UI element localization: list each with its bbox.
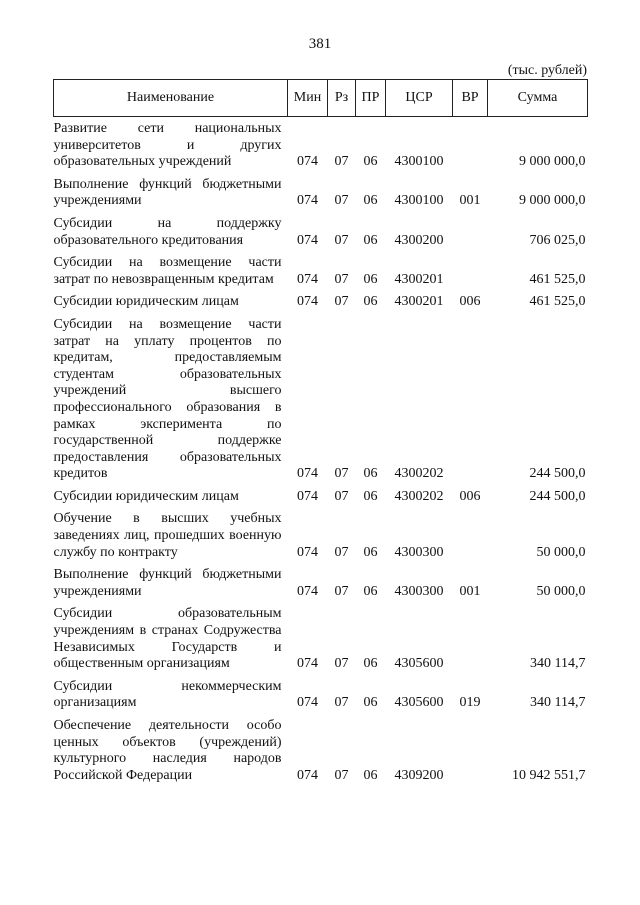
- row-sum: 461 525,0: [529, 294, 586, 310]
- row-name: Субсидии юридическим лицам: [53, 488, 239, 504]
- row-rz: 07: [334, 193, 349, 209]
- row-pr: 06: [363, 294, 378, 310]
- row-rz: 07: [334, 154, 349, 170]
- row-rz: 07: [334, 695, 349, 711]
- row-min: 074: [297, 583, 318, 599]
- row-csr: 4300202: [394, 466, 444, 482]
- row-rz: 07: [334, 271, 349, 287]
- header-name: Наименование: [54, 80, 288, 117]
- row-min: 074: [297, 695, 318, 711]
- row-rz: 07: [334, 488, 349, 504]
- row-vr: 006: [459, 294, 481, 310]
- row-min: 074: [297, 154, 318, 170]
- table-row: [54, 251, 588, 290]
- row-pr: 06: [363, 488, 378, 504]
- table-row: [54, 212, 588, 251]
- row-rz: 07: [334, 232, 349, 248]
- row-sum: 50 000,0: [536, 583, 586, 599]
- row-rz: 07: [334, 656, 349, 672]
- row-sum: 340 114,7: [530, 695, 586, 711]
- row-min: 074: [297, 466, 318, 482]
- row-vr: [453, 714, 488, 786]
- row-pr: 06: [363, 271, 378, 287]
- row-rz: 07: [334, 583, 349, 599]
- row-vr: 006: [459, 488, 481, 504]
- row-csr: 4305600: [394, 695, 444, 711]
- row-name: Субсидии на возмещение части затрат по невозвращенным кредитам: [53, 255, 282, 287]
- row-min: 074: [297, 193, 318, 209]
- row-name: Субсидии на возмещение части затрат на уплату процентов по кредитам, предоставляемым студентам образовательных учреждений высшего профессионального образования в рамках эксперимента по государственной поддержке предоставления образовательных кредитов: [53, 316, 282, 482]
- row-rz: 07: [334, 767, 349, 783]
- header-pr: ПР: [356, 80, 386, 117]
- row-sum: 244 500,0: [529, 466, 586, 482]
- row-min: 074: [297, 294, 318, 310]
- table-row: [54, 290, 588, 313]
- row-sum: 706 025,0: [529, 232, 586, 248]
- row-rz: 07: [334, 294, 349, 310]
- row-csr: 4300300: [394, 544, 444, 560]
- row-csr: 4300201: [394, 294, 444, 310]
- table-row: [54, 714, 588, 786]
- row-sum: 9 000 000,0: [519, 154, 586, 170]
- row-csr: 4305600: [394, 656, 444, 672]
- row-name: Выполнение функций бюджетными учреждениями: [53, 567, 282, 599]
- row-csr: 4300202: [394, 488, 444, 504]
- row-csr: 4300300: [394, 583, 444, 599]
- page-number: 381: [308, 36, 332, 52]
- row-vr: [453, 117, 488, 173]
- row-pr: 06: [363, 544, 378, 560]
- row-min: 074: [297, 767, 318, 783]
- table-row: [54, 602, 588, 674]
- row-min: 074: [297, 544, 318, 560]
- row-pr: 06: [363, 656, 378, 672]
- table-row: [54, 507, 588, 563]
- table-header-row: [54, 80, 588, 117]
- table-row: [54, 173, 588, 212]
- row-csr: 4300201: [394, 271, 444, 287]
- row-pr: 06: [363, 466, 378, 482]
- row-vr: 019: [459, 695, 481, 711]
- row-sum: 340 114,7: [530, 656, 586, 672]
- row-vr: 001: [459, 583, 481, 599]
- row-name: Субсидии юридическим лицам: [53, 294, 239, 310]
- header-sum: Сумма: [488, 80, 588, 117]
- row-name: Обеспечение деятельности особо ценных объектов (учреждений) культурного наследия народов Российской Федерации: [53, 718, 282, 783]
- table-row: [54, 563, 588, 602]
- header-vr: ВР: [453, 80, 488, 117]
- row-vr: [453, 602, 488, 674]
- table-row: [54, 485, 588, 508]
- row-name: Субсидии образовательным учреждениям в странах Содружества Независимых Государств и общественным организациям: [53, 606, 282, 672]
- row-pr: 06: [363, 767, 378, 783]
- header-rz: Рз: [328, 80, 356, 117]
- row-name: Развитие сети национальных университетов и других образовательных учреждений: [53, 121, 282, 170]
- row-vr: [453, 251, 488, 290]
- row-vr: [453, 313, 488, 485]
- row-csr: 4309200: [394, 767, 444, 783]
- row-vr: 001: [459, 193, 481, 209]
- budget-table: [53, 79, 588, 786]
- row-vr: [453, 507, 488, 563]
- table-row: [54, 675, 588, 714]
- row-name: Субсидии на поддержку образовательного кредитования: [53, 215, 282, 248]
- row-rz: 07: [334, 466, 349, 482]
- row-min: 074: [297, 271, 318, 287]
- row-name: Субсидии некоммерческим организациям: [53, 678, 282, 711]
- row-sum: 244 500,0: [529, 488, 586, 504]
- row-csr: 4300100: [394, 193, 444, 209]
- row-pr: 06: [363, 232, 378, 248]
- row-vr: [453, 212, 488, 251]
- row-min: 074: [297, 656, 318, 672]
- row-name: Выполнение функций бюджетными учреждениями: [53, 176, 282, 209]
- row-sum: 10 942 551,7: [512, 767, 586, 783]
- row-name: Обучение в высших учебных заведениях лиц, прошедших военную службу по контракту: [53, 511, 282, 560]
- row-pr: 06: [363, 583, 378, 599]
- units-label: (тыс. рублей): [507, 63, 587, 78]
- row-sum: 9 000 000,0: [519, 193, 586, 209]
- row-rz: 07: [334, 544, 349, 560]
- table-row: [54, 313, 588, 485]
- row-csr: 4300200: [394, 232, 444, 248]
- table-row: [54, 117, 588, 173]
- row-min: 074: [297, 488, 318, 504]
- header-csr: ЦСР: [386, 80, 453, 117]
- row-sum: 461 525,0: [529, 271, 586, 287]
- row-min: 074: [297, 232, 318, 248]
- row-csr: 4300100: [394, 154, 444, 170]
- row-pr: 06: [363, 193, 378, 209]
- row-pr: 06: [363, 695, 378, 711]
- row-sum: 50 000,0: [536, 544, 586, 560]
- header-min: Мин: [288, 80, 328, 117]
- row-pr: 06: [363, 154, 378, 170]
